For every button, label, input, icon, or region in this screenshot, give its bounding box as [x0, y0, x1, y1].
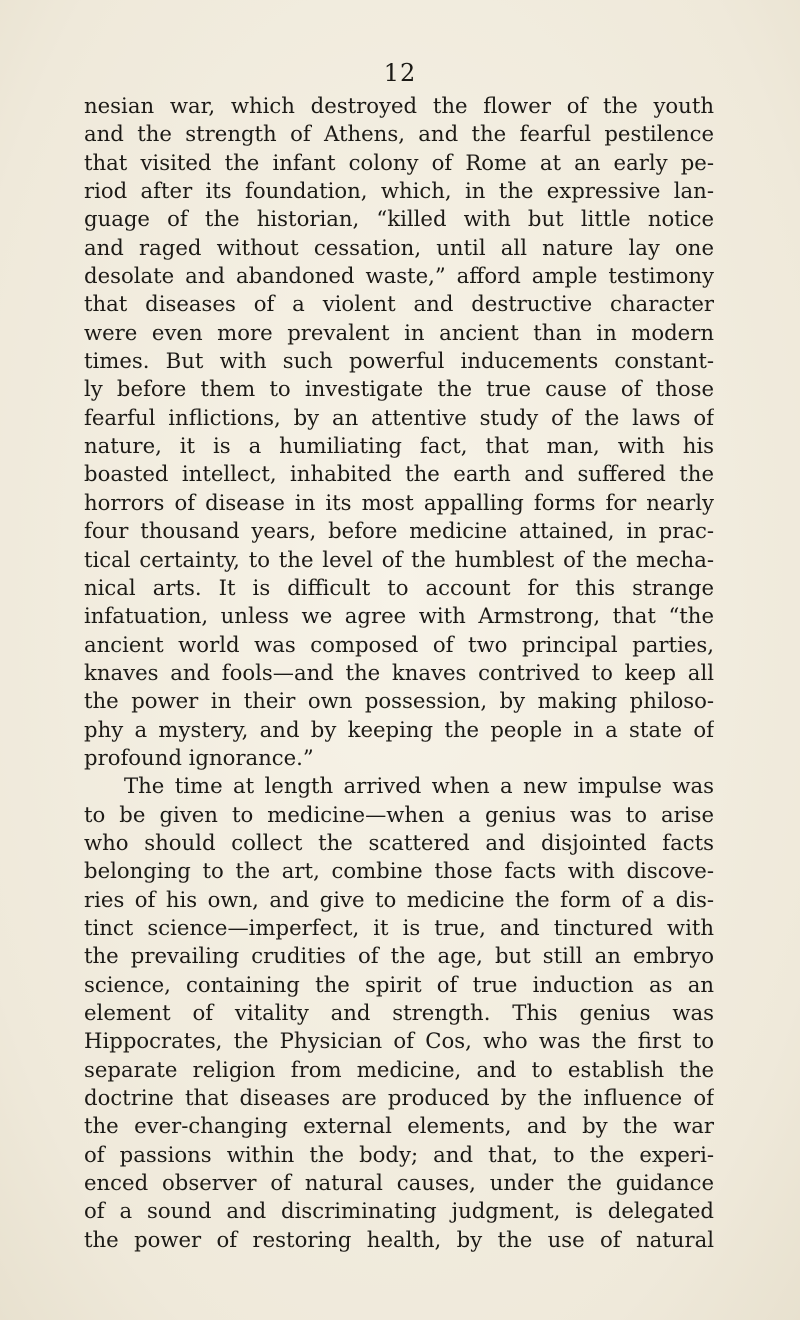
text-line: to be given to medicine—when a genius was to arise [84, 801, 714, 827]
text-line: separate religion from medicine, and to establish the [84, 1056, 714, 1082]
text-line: the prevailing crudities of the age, but still an embryo [84, 943, 714, 969]
page-number: 12 [383, 59, 417, 87]
text-line: of a sound and discriminating judgment, is delegated [84, 1198, 714, 1224]
text-line: doctrine that diseases are produced by the influence of [84, 1085, 714, 1111]
text-line: guage of the historian, “killed with but little notice [84, 206, 714, 232]
text-line: science, containing the spirit of true induction as an [84, 971, 714, 997]
text-line: nical arts. It is difficult to account for this strange [84, 574, 714, 600]
text-line: enced observer of natural causes, under the guidance [84, 1170, 714, 1196]
text-line: who should collect the scattered and disjointed facts [84, 829, 714, 855]
text-line: four thousand years, before medicine attained, in prac- [84, 518, 714, 544]
text-line: belonging to the art, combine those facts with discove- [84, 858, 714, 884]
text-line: knaves and fools—and the knaves contrived to keep all [84, 659, 714, 685]
text-line: desolate and abandoned waste,” afford ample testimony [84, 263, 714, 289]
paragraph-start-line: The time at length arrived when a new impulse was [124, 773, 714, 799]
text-line: that diseases of a violent and destructive character [84, 291, 714, 317]
text-line: of passions within the body; and that, to the experi- [84, 1141, 714, 1167]
paragraph-end-line: profound ignorance.” [84, 744, 314, 770]
text-line: ancient world was composed of two principal parties, [84, 631, 714, 657]
text-line: and raged without cessation, until all nature lay one [84, 234, 714, 260]
text-line: phy a mystery, and by keeping the people in a state of [84, 716, 714, 742]
text-line: were even more prevalent in ancient than in modern [84, 319, 714, 345]
text-line: nature, it is a humiliating fact, that man, with his [84, 433, 714, 459]
text-line: boasted intellect, inhabited the earth and suffered the [84, 461, 714, 487]
text-line: the ever-changing external elements, and by the war [84, 1113, 714, 1139]
body-text [84, 92, 714, 1254]
text-line: nesian war, which destroyed the flower of the youth [84, 93, 714, 118]
text-line: infatuation, unless we agree with Armstrong, that “the [84, 603, 714, 629]
text-line: that visited the infant colony of Rome at an early pe- [84, 149, 714, 175]
text-line: times. But with such powerful inducements constant- [84, 348, 714, 374]
text-line: the power of restoring health, by the use of natural [84, 1226, 714, 1252]
text-line: ries of his own, and give to medicine the form of a dis- [84, 886, 714, 912]
text-line: the power in their own possession, by making philoso- [84, 688, 714, 714]
text-line: fearful inflictions, by an attentive study of the laws of [84, 404, 714, 430]
text-line: element of vitality and strength. This genius was [84, 1000, 714, 1025]
text-line: tical certainty, to the level of the humblest of the mecha- [84, 546, 714, 572]
text-line: and the strength of Athens, and the fearful pestilence [84, 121, 714, 147]
text-line: horrors of disease in its most appalling forms for nearly [84, 489, 714, 515]
text-line: riod after its foundation, which, in the expressive lan- [84, 178, 714, 204]
text-line: ly before them to investigate the true cause of those [84, 376, 714, 402]
text-line: Hippocrates, the Physician of Cos, who was the first to [84, 1028, 714, 1054]
text-line: tinct science—imperfect, it is true, and tinctured with [84, 914, 714, 940]
